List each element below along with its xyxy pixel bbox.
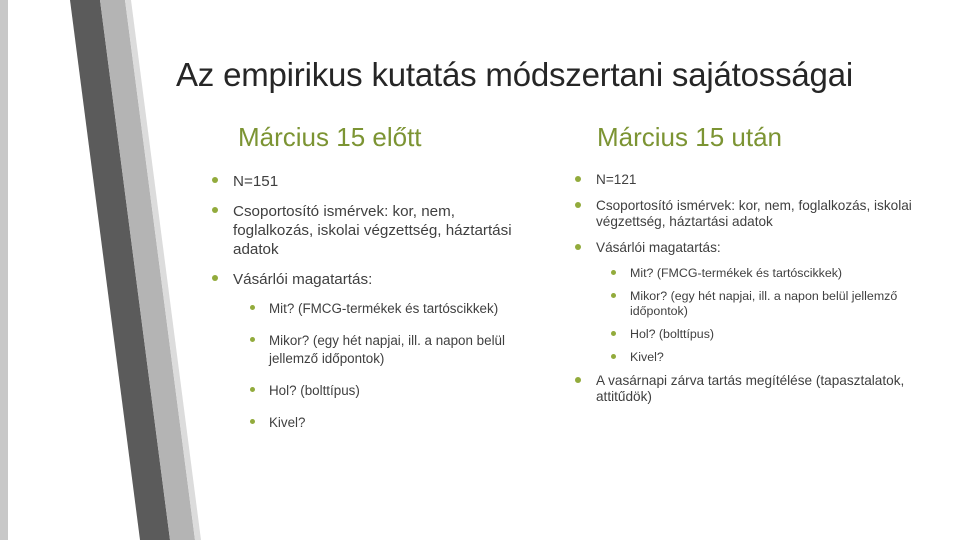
bullet-dot-icon — [575, 176, 581, 182]
bullet-dot-icon — [250, 419, 255, 424]
list-item-text: Vásárlói magatartás: — [233, 271, 373, 288]
bullet-dot-icon — [575, 202, 581, 208]
left-column-heading: Március 15 előtt — [238, 122, 422, 152]
right-column-heading: Március 15 után — [597, 122, 782, 152]
sub-list-item — [269, 332, 533, 368]
right-column-bullet-list — [596, 172, 916, 415]
list-item — [596, 198, 916, 230]
sub-list-item — [630, 266, 916, 281]
bullet-dot-icon — [212, 177, 218, 183]
bullet-dot-icon — [212, 275, 218, 281]
bullet-dot-icon — [212, 207, 218, 213]
sub-list-item-text: Kivel? — [630, 350, 664, 364]
sub-list-item-text: Kivel? — [269, 415, 306, 430]
list-item — [233, 270, 533, 289]
list-item — [596, 172, 916, 188]
list-item-text: A vasárnapi zárva tartás megítélése (tapasztalatok, attitűdök) — [596, 373, 905, 404]
bullet-dot-icon — [575, 377, 581, 383]
list-item — [233, 172, 533, 191]
bullet-dot-icon — [250, 337, 255, 342]
list-item — [233, 202, 533, 259]
bullet-dot-icon — [250, 305, 255, 310]
sub-list-item-text: Hol? (bolttípus) — [269, 383, 360, 398]
list-item-text: Csoportosító ismérvek: kor, nem, foglalkozás, iskolai végzettség, háztartási adatok — [596, 198, 912, 229]
sub-list-item — [269, 300, 533, 318]
stripe-light-left — [0, 0, 8, 540]
list-item-text: Csoportosító ismérvek: kor, nem, foglalkozás, iskolai végzettség, háztartási adatok — [233, 203, 512, 258]
bullet-dot-icon — [250, 387, 255, 392]
bullet-dot-icon — [611, 354, 616, 359]
bullet-dot-icon — [611, 331, 616, 336]
bullet-dot-icon — [611, 293, 616, 298]
sub-list-item — [269, 414, 533, 432]
list-item-text: N=151 — [233, 173, 279, 190]
slide-title: Az empirikus kutatás módszertani sajátosságai — [176, 56, 853, 93]
sub-list-item — [269, 382, 533, 400]
sub-list-item-text: Mikor? (egy hét napjai, ill. a napon belül jellemző időpontok) — [630, 289, 898, 318]
sub-list-item-text: Hol? (bolttípus) — [630, 327, 715, 341]
sub-list-item-text: Mit? (FMCG-termékek és tartóscikkek) — [269, 301, 499, 316]
sub-list-item-text: Mikor? (egy hét napjai, ill. a napon belül jellemző időpontok) — [269, 333, 505, 366]
bullet-dot-icon — [611, 270, 616, 275]
sub-list-item — [630, 350, 916, 365]
sub-list-item — [630, 327, 916, 342]
left-column-bullet-list — [233, 172, 533, 446]
list-item-text: N=121 — [596, 172, 637, 187]
list-item-text: Vásárlói magatartás: — [596, 240, 721, 255]
sub-list-item — [630, 289, 916, 319]
bullet-dot-icon — [575, 244, 581, 250]
list-item — [596, 240, 916, 256]
sub-list-item-text: Mit? (FMCG-termékek és tartóscikkek) — [630, 266, 843, 280]
list-item — [596, 373, 916, 405]
